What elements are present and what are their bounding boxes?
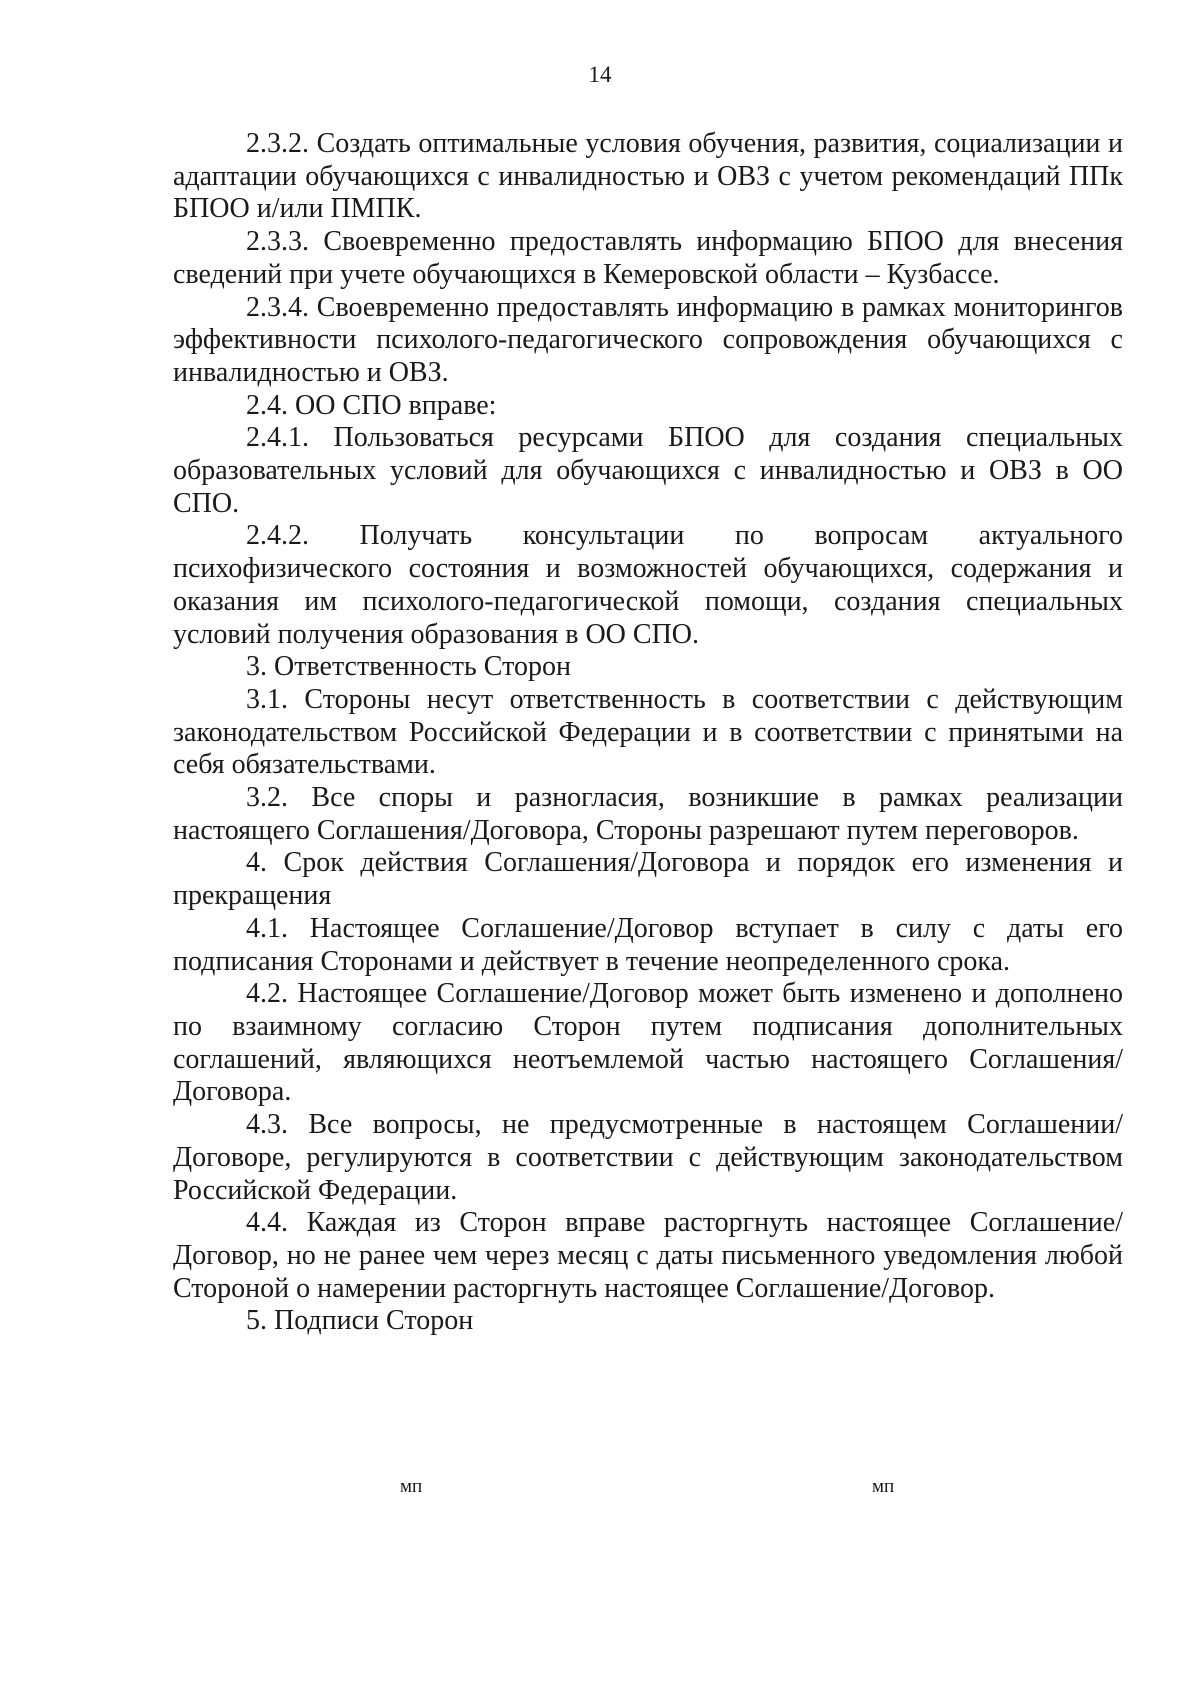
clause-4-1: 4.1. Настоящее Соглашение/Договор вступает в силу с даты его подписания Сторонами и действует в течение неопределенного срока. xyxy=(173,912,1123,977)
section-5-heading: 5. Подписи Сторон xyxy=(246,1305,474,1337)
section-3-heading: 3. Ответственность Сторон xyxy=(246,651,571,683)
document-body xyxy=(173,128,1123,1338)
clause-2-3-2: 2.3.2. Создать оптимальные условия обучения, развития, социализации и адаптации обучающихся с инвалидностью и ОВЗ с учетом рекомендаций ППк БПОО и/или ПМПК. xyxy=(173,128,1123,225)
section-4-heading: 4. Срок действия Соглашения/Договора и порядок его изменения и прекращения xyxy=(173,847,1123,912)
clause-4-2: 4.2. Настоящее Соглашение/Договор может быть изменено и дополнено по взаимному согласию Сторон путем подписания дополнительных соглашений, являющихся неотъемлемой частью настоящего Соглашения/Договора. xyxy=(173,978,1123,1108)
clause-4-3: 4.3. Все вопросы, не предусмотренные в настоящем Соглашении/Договоре, регулируются в соответствии с действующим законодательством Российской Федерации. xyxy=(173,1109,1123,1206)
page-number: 14 xyxy=(588,62,612,87)
stamp-placeholder-right: мп xyxy=(872,1476,895,1497)
clause-2-4-2: 2.4.2. Получать консультации по вопросам актуального психофизического состояния и возможностей обучающихся, содержания и оказания им психолого-педагогической помощи, создания специальных условий получения образования в ОО СПО. xyxy=(173,520,1123,650)
clause-3-1: 3.1. Стороны несут ответственность в соответствии с действующим законодательством Российской Федерации и в соответствии с принятыми на себя обязательствами. xyxy=(173,683,1123,781)
clause-4-4: 4.4. Каждая из Сторон вправе расторгнуть настоящее Соглашение/Договор, но не ранее чем через месяц с даты письменного уведомления любой Стороной о намерении расторгнуть настоящее Соглашение/Договор. xyxy=(173,1207,1123,1304)
clause-3-2: 3.2. Все споры и разногласия, возникшие в рамках реализации настоящего Соглашения/Договора, Стороны разрешают путем переговоров. xyxy=(173,782,1123,846)
clause-2-3-3: 2.3.3. Своевременно предоставлять информацию БПОО для внесения сведений при учете обучающихся в Кемеровской области – Кузбассе. xyxy=(173,226,1123,290)
clause-2-3-4: 2.3.4. Своевременно предоставлять информацию в рамках мониторингов эффективности психолого-педагогического сопровождения обучающихся с инвалидностью и ОВЗ. xyxy=(173,291,1123,388)
clause-2-4-1: 2.4.1. Пользоваться ресурсами БПОО для создания специальных образовательных условий для обучающихся с инвалидностью и ОВЗ в ОО СПО. xyxy=(173,422,1123,519)
stamp-placeholder-left: мп xyxy=(400,1476,423,1497)
clause-2-4-heading: 2.4. ОО СПО вправе: xyxy=(246,389,497,421)
